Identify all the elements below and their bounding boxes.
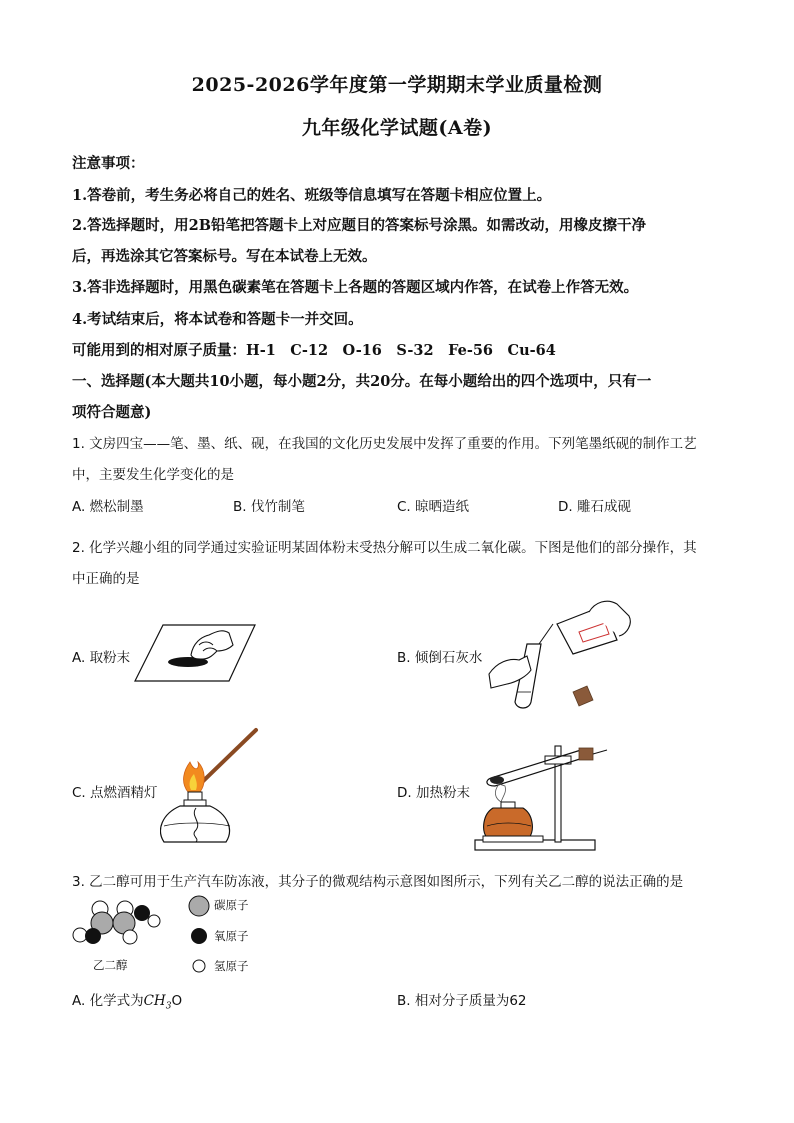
q3-option-a bbox=[72, 989, 182, 1012]
q3-option-a-prefix: A. 化学式为 bbox=[72, 993, 144, 1009]
oxygen-legend-icon bbox=[189, 926, 209, 946]
q1-option-b: B. 伐竹制笔 bbox=[233, 499, 305, 515]
atomic-mass-line: 可能用到的相对原子质量：H-1 C-12 O-16 S-32 Fe-56 Cu-64 bbox=[72, 342, 556, 359]
oxygen-atom bbox=[134, 905, 150, 921]
light-alcohol-lamp-illustration bbox=[160, 726, 260, 851]
legend-hydrogen: 氢原子 bbox=[214, 959, 249, 973]
q2-stem-cont: 中正确的是 bbox=[72, 571, 140, 587]
q1-stem-cont: 中，主要发生化学变化的是 bbox=[72, 467, 234, 483]
hydrogen-legend-icon bbox=[191, 958, 207, 974]
section1-heading: 一、选择题(本大题共10小题，每小题2分，共20分。在每小题给出的四个选项中，只有一 bbox=[72, 373, 652, 390]
q3-option-a-subscript: 3 bbox=[165, 1001, 172, 1012]
q1-option-c: C. 晾晒造纸 bbox=[397, 499, 470, 515]
exam-subtitle: 九年级化学试题(A卷) bbox=[301, 117, 493, 139]
pour-limewater-illustration bbox=[487, 596, 637, 716]
q3-option-a-formula: CH bbox=[143, 993, 166, 1009]
molecule-label: 乙二醇 bbox=[93, 958, 128, 972]
q2-option-a: A. 取粉末 bbox=[72, 650, 131, 666]
q1-stem: 1. 文房四宝——笔、墨、纸、砚，在我国的文化历史发展中发挥了重要的作用。下列笔墨纸砚的制作工艺 bbox=[72, 436, 697, 452]
ethylene-glycol-molecule bbox=[70, 899, 165, 949]
take-powder-illustration bbox=[133, 615, 258, 685]
q2-option-d: D. 加热粉末 bbox=[397, 785, 470, 801]
q1-option-d: D. 雕石成砚 bbox=[558, 499, 631, 515]
section1-heading-cont: 项符合题意) bbox=[72, 404, 152, 421]
note-item-4: 4.考试结束后，将本试卷和答题卡一并交回。 bbox=[72, 311, 363, 328]
q2-stem: 2. 化学兴趣小组的同学通过实验证明某固体粉末受热分解可以生成二氧化碳。下图是他们的部分操作，其 bbox=[72, 540, 697, 556]
q2-option-b: B. 倾倒石灰水 bbox=[397, 650, 483, 666]
exam-title: 2025-2026学年度第一学期期末学业质量检测 bbox=[191, 74, 603, 96]
legend-oxygen: 氧原子 bbox=[214, 929, 249, 943]
q3-option-b: B. 相对分子质量为62 bbox=[397, 993, 527, 1009]
hydrogen-atom bbox=[148, 915, 160, 927]
heat-powder-illustration bbox=[473, 740, 613, 852]
oxygen-atom bbox=[85, 928, 101, 944]
notes-heading: 注意事项： bbox=[72, 155, 145, 172]
hydrogen-atom bbox=[123, 930, 137, 944]
note-item-1: 1.答卷前，考生务必将自己的姓名、班级等信息填写在答题卡相应位置上。 bbox=[72, 187, 552, 204]
legend-carbon: 碳原子 bbox=[214, 898, 249, 912]
note-item-3: 3.答非选择题时，用黑色碳素笔在答题卡上各题的答题区域内作答，在试卷上作答无效。 bbox=[72, 279, 639, 296]
carbon-legend-icon bbox=[187, 894, 211, 918]
q2-option-c: C. 点燃酒精灯 bbox=[72, 785, 158, 801]
q1-option-a: A. 燃松制墨 bbox=[72, 499, 144, 515]
q3-stem: 3. 乙二醇可用于生产汽车防冻液，其分子的微观结构示意图如图所示，下列有关乙二醇的说法正确的是 bbox=[72, 874, 684, 890]
hydrogen-atom bbox=[73, 928, 87, 942]
note-item-2-cont: 后，再选涂其它答案标号。写在本试卷上无效。 bbox=[72, 248, 377, 265]
note-item-2: 2.答选择题时，用2B铅笔把答题卡上对应题目的答案标号涂黑。如需改动，用橡皮擦干净 bbox=[72, 217, 646, 234]
q3-option-a-suffix: O bbox=[171, 993, 183, 1009]
